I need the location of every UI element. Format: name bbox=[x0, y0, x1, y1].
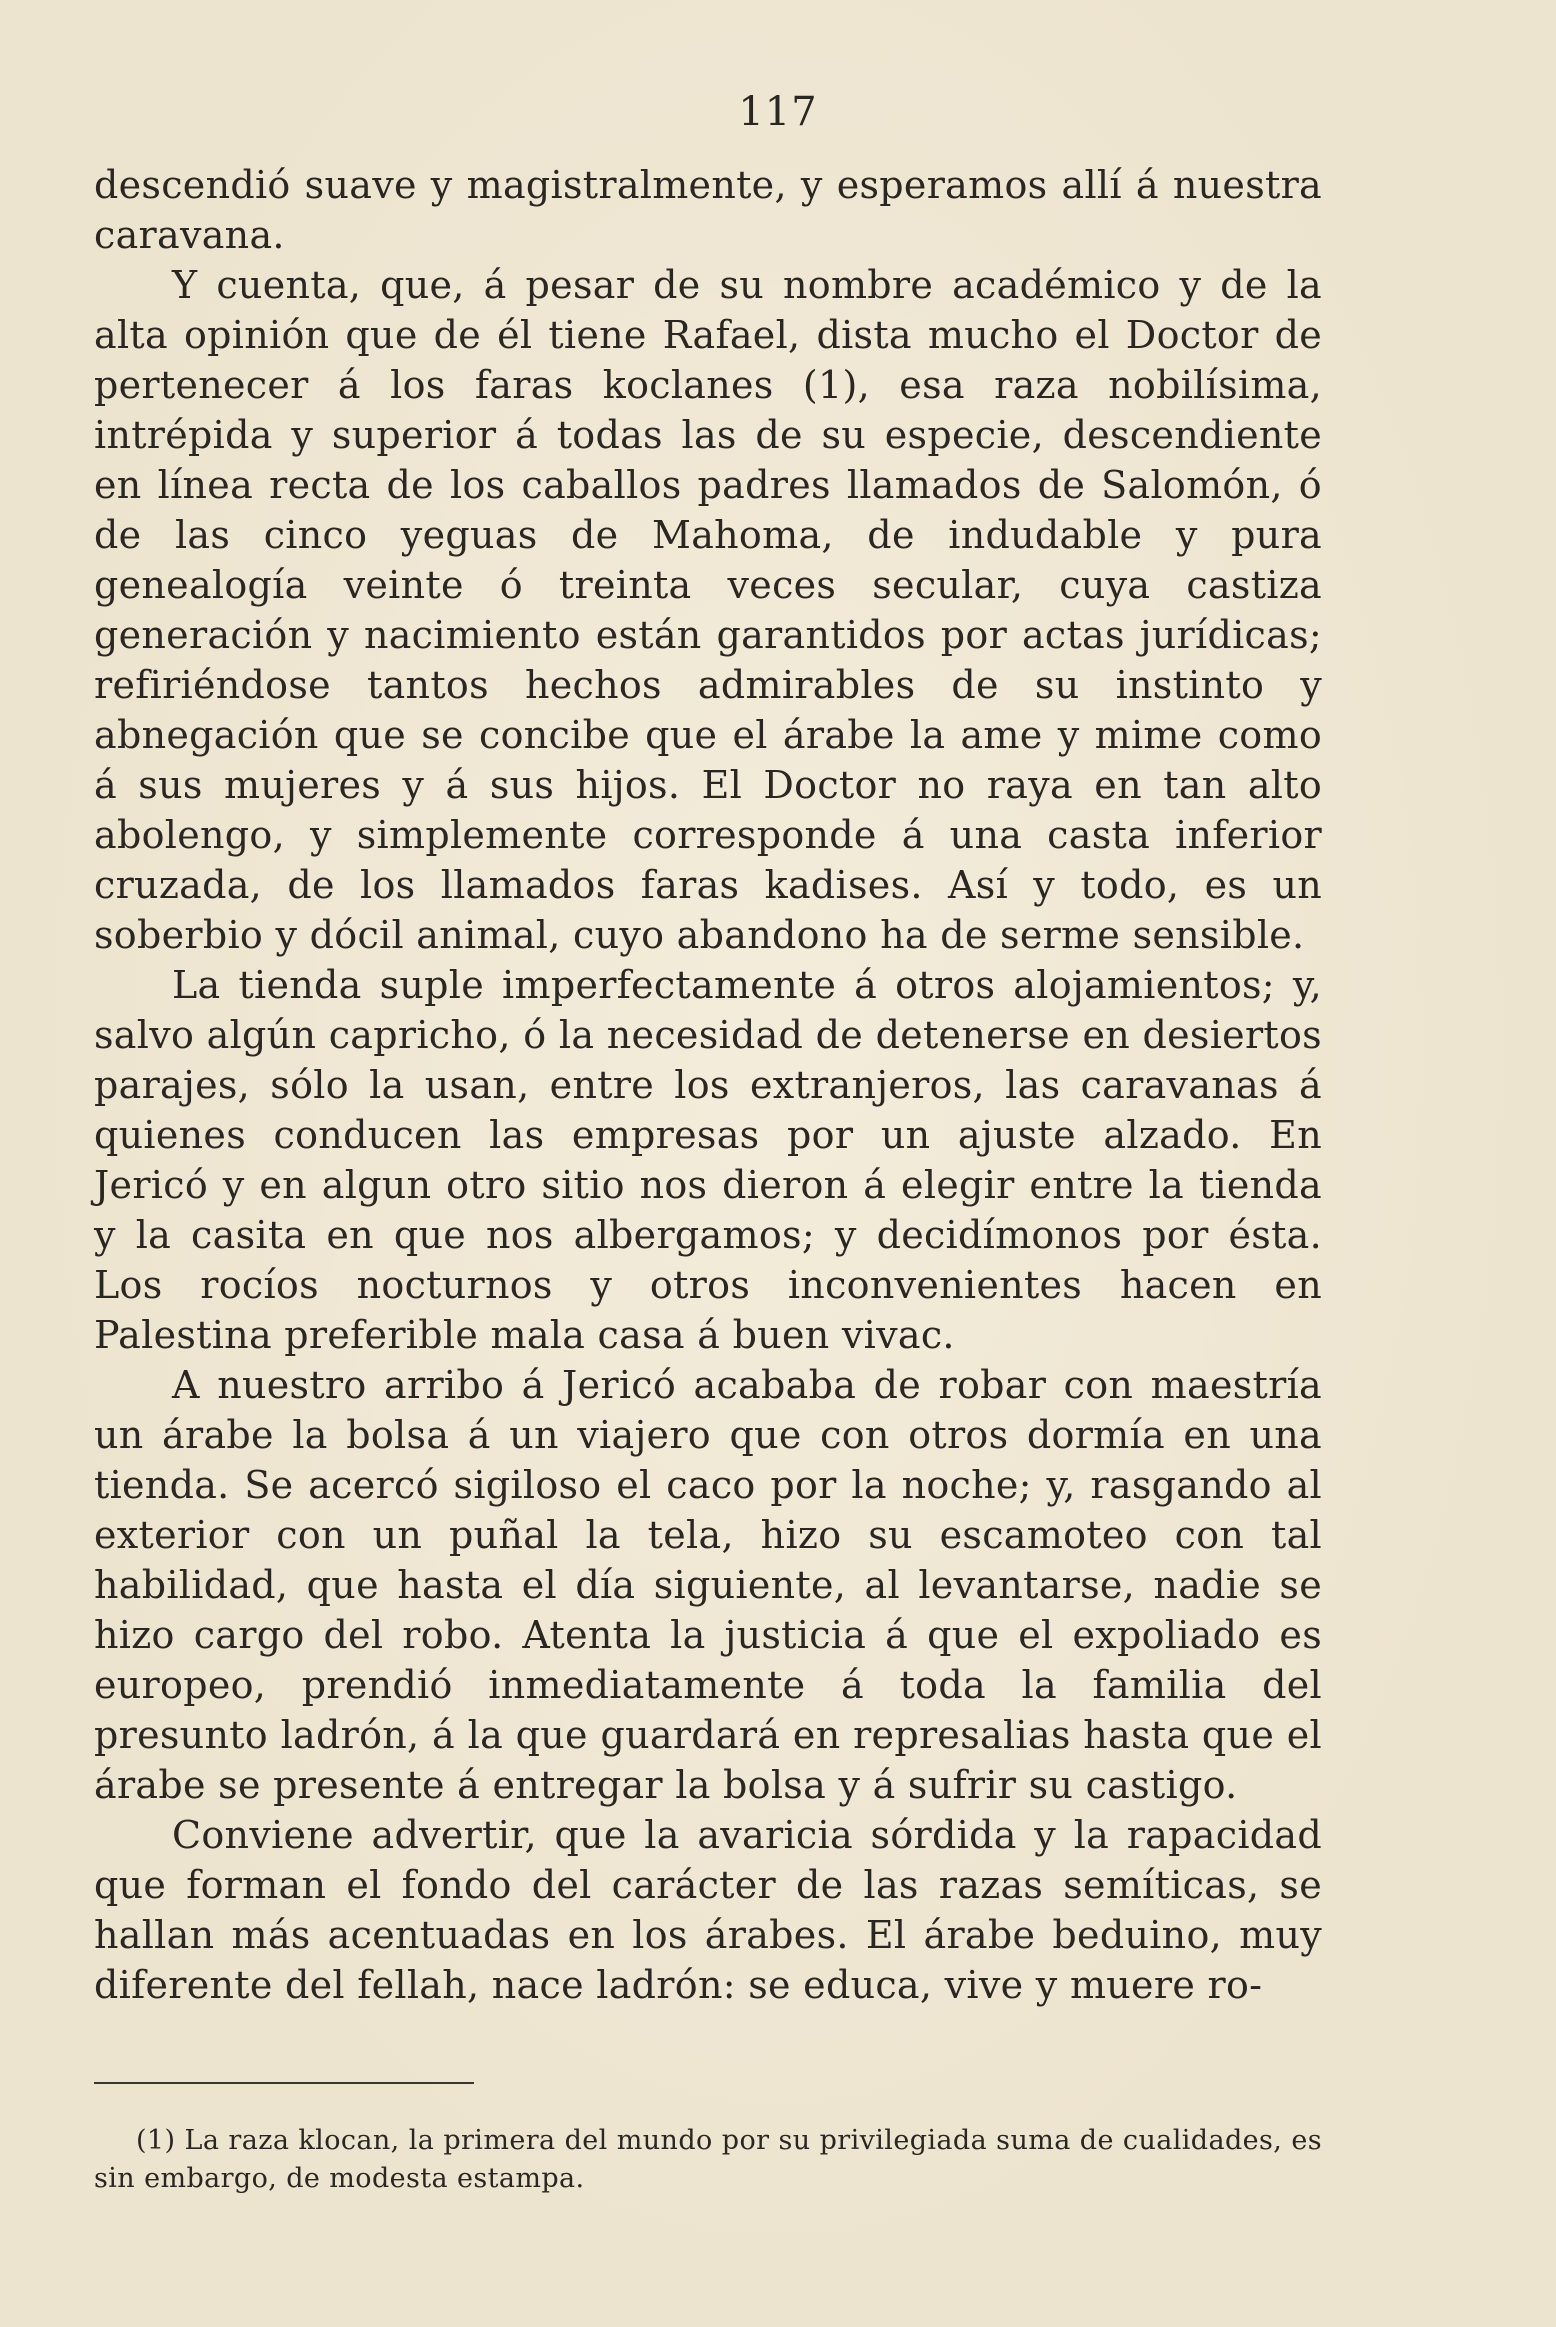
main-text bbox=[94, 160, 1322, 2010]
paragraph-1: descendió suave y magistralmente, y esperamos allí á nuestra caravana. bbox=[94, 163, 1322, 257]
paragraph-3: La tienda suple imperfectamente á otros alojamientos; y, salvo algún capricho, ó la necesidad de detenerse en desiertos parajes, sólo la usan, entre los extranjeros, las caravanas á quienes conducen las empresas por un ajuste alzado. En Jericó y en algun otro sitio nos dieron á elegir entre la tienda y la casita en que nos albergamos; y decidímonos por ésta. Los rocíos nocturnos y otros inconvenientes hacen en Palestina preferible mala casa á buen vivac. bbox=[94, 963, 1322, 1357]
paragraph-4: A nuestro arribo á Jericó acababa de robar con maestría un árabe la bolsa á un viajero que con otros dormía en una tienda. Se acercó sigiloso el caco por la noche; y, rasgando al exterior con un puñal la tela, hizo su escamoteo con tal habilidad, que hasta el día siguiente, al levantarse, nadie se hizo cargo del robo. Atenta la justicia á que el expoliado es europeo, prendió inmediatamente á toda la familia del presunto ladrón, á la que guardará en represalias hasta que el árabe se presente á entregar la bolsa y á sufrir su castigo. bbox=[94, 1363, 1322, 1807]
page-number: 117 bbox=[738, 89, 818, 135]
footnote-divider bbox=[94, 2082, 474, 2084]
paragraph-5: Conviene advertir, que la avaricia sórdida y la rapacidad que forman el fondo del carácter de las razas semíticas, se hallan más acentuadas en los árabes. El árabe beduino, muy diferente del fellah, nace ladrón: se educa, vive y muere ro- bbox=[94, 1813, 1322, 2007]
footnote: (1) La raza klocan, la primera del mundo por su privilegiada suma de cualidades, es sin embargo, de modesta estampa. bbox=[94, 2125, 1322, 2194]
paragraph-2: Y cuenta, que, á pesar de su nombre académico y de la alta opinión que de él tiene Rafael, dista mucho el Doctor de pertenecer á los faras koclanes (1), esa raza nobilísima, intrépida y superior á todas las de su especie, descendiente en línea recta de los caballos padres llamados de Salomón, ó de las cinco yeguas de Mahoma, de indudable y pura genealogía veinte ó treinta veces secular, cuya castiza generación y nacimiento están garantidos por actas jurídicas; refiriéndose tantos hechos admirables de su instinto y abnegación que se concibe que el árabe la ame y mime como á sus mujeres y á sus hijos. El Doctor no raya en tan alto abolengo, y simplemente corresponde á una casta inferior cruzada, de los llamados faras kadises. Así y todo, es un soberbio y dócil animal, cuyo abandono ha de serme sensible. bbox=[94, 263, 1322, 957]
